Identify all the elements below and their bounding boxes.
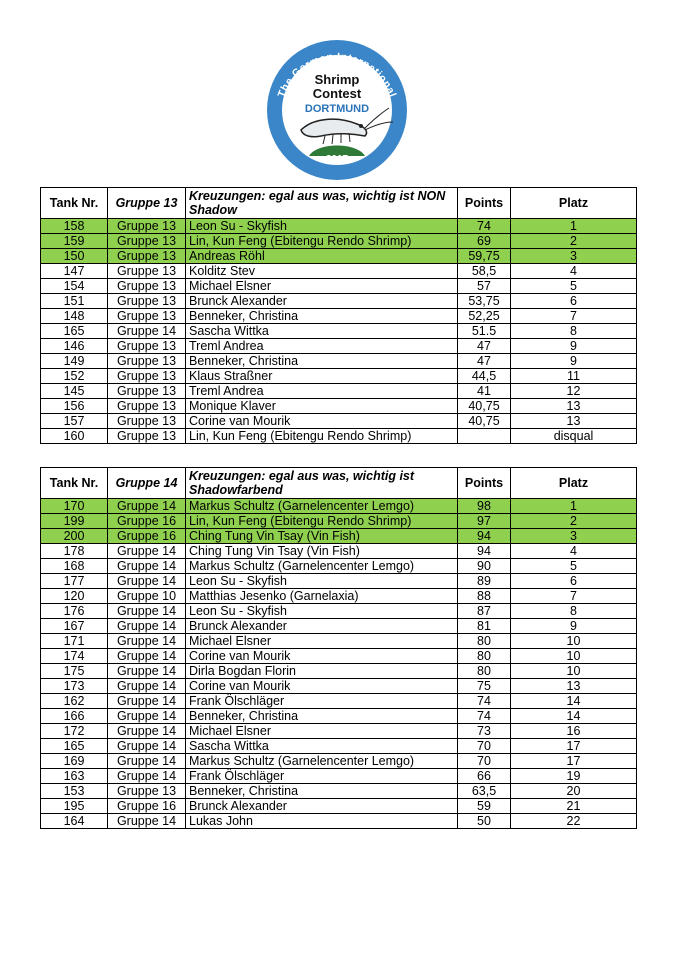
table-row	[41, 649, 637, 664]
cell-group: Gruppe 14	[108, 739, 186, 754]
logo-line1: Shrimp	[314, 72, 360, 87]
cell-group: Gruppe 13	[108, 399, 186, 414]
cell-points: 75	[458, 679, 511, 694]
results-table-1	[40, 187, 637, 444]
logo-year: 2017	[325, 154, 349, 165]
cell-place: 16	[511, 724, 637, 739]
cell-tank: 147	[41, 264, 108, 279]
table-row	[41, 309, 637, 324]
cell-points: 80	[458, 664, 511, 679]
cell-group: Gruppe 14	[108, 324, 186, 339]
table-row	[41, 694, 637, 709]
cell-group: Gruppe 13	[108, 354, 186, 369]
table-row	[41, 219, 637, 234]
cell-name: Ching Tung Vin Tsay (Vin Fish)	[186, 544, 458, 559]
cell-points: 80	[458, 634, 511, 649]
cell-tank: 171	[41, 634, 108, 649]
cell-name: Michael Elsner	[186, 724, 458, 739]
cell-tank: 151	[41, 294, 108, 309]
cell-points: 74	[458, 219, 511, 234]
cell-place: 10	[511, 634, 637, 649]
header-group: Gruppe 14	[108, 468, 186, 499]
cell-name: Corine van Mourik	[186, 679, 458, 694]
cell-tank: 157	[41, 414, 108, 429]
cell-points: 57	[458, 279, 511, 294]
cell-tank: 154	[41, 279, 108, 294]
cell-group: Gruppe 16	[108, 514, 186, 529]
cell-name: Benneker, Christina	[186, 784, 458, 799]
table-row	[41, 814, 637, 829]
cell-group: Gruppe 13	[108, 429, 186, 444]
cell-place: 13	[511, 399, 637, 414]
cell-tank: 145	[41, 384, 108, 399]
table-row	[41, 294, 637, 309]
cell-place: 2	[511, 514, 637, 529]
cell-name: Lin, Kun Feng (Ebitengu Rendo Shrimp)	[186, 234, 458, 249]
cell-tank: 148	[41, 309, 108, 324]
cell-name: Michael Elsner	[186, 279, 458, 294]
cell-points: 47	[458, 339, 511, 354]
cell-place: 5	[511, 279, 637, 294]
cell-points: 88	[458, 589, 511, 604]
cell-name: Dirla Bogdan Florin	[186, 664, 458, 679]
cell-tank: 199	[41, 514, 108, 529]
cell-group: Gruppe 13	[108, 264, 186, 279]
cell-group: Gruppe 13	[108, 234, 186, 249]
cell-name: Markus Schultz (Garnelencenter Lemgo)	[186, 559, 458, 574]
cell-place: disqual	[511, 429, 637, 444]
header-tank: Tank Nr.	[41, 188, 108, 219]
cell-name: Matthias Jesenko (Garnelaxia)	[186, 589, 458, 604]
cell-name: Brunck Alexander	[186, 619, 458, 634]
cell-tank: 170	[41, 499, 108, 514]
cell-tank: 160	[41, 429, 108, 444]
cell-tank: 200	[41, 529, 108, 544]
cell-points: 41	[458, 384, 511, 399]
logo-ring-text: The German International	[275, 50, 399, 100]
cell-points: 59,75	[458, 249, 511, 264]
cell-place: 17	[511, 754, 637, 769]
header-group: Gruppe 13	[108, 188, 186, 219]
cell-place: 13	[511, 414, 637, 429]
cell-name: Lin, Kun Feng (Ebitengu Rendo Shrimp)	[186, 429, 458, 444]
cell-points: 40,75	[458, 414, 511, 429]
cell-group: Gruppe 16	[108, 529, 186, 544]
cell-group: Gruppe 13	[108, 294, 186, 309]
cell-points: 66	[458, 769, 511, 784]
cell-tank: 164	[41, 814, 108, 829]
cell-group: Gruppe 14	[108, 574, 186, 589]
cell-tank: 167	[41, 619, 108, 634]
table-row	[41, 234, 637, 249]
cell-place: 7	[511, 589, 637, 604]
cell-group: Gruppe 14	[108, 724, 186, 739]
cell-group: Gruppe 14	[108, 694, 186, 709]
cell-points: 87	[458, 604, 511, 619]
cell-points: 74	[458, 709, 511, 724]
table-row	[41, 499, 637, 514]
logo-line2: Contest	[312, 86, 362, 101]
cell-points: 81	[458, 619, 511, 634]
logo-line3: DORTMUND	[304, 103, 370, 115]
cell-place: 8	[511, 324, 637, 339]
cell-tank: 176	[41, 604, 108, 619]
cell-name: Benneker, Christina	[186, 309, 458, 324]
cell-tank: 165	[41, 324, 108, 339]
cell-points: 94	[458, 544, 511, 559]
cell-tank: 150	[41, 249, 108, 264]
cell-points: 47	[458, 354, 511, 369]
cell-place: 9	[511, 619, 637, 634]
cell-tank: 162	[41, 694, 108, 709]
cell-points: 97	[458, 514, 511, 529]
table-row	[41, 529, 637, 544]
cell-tank: 174	[41, 649, 108, 664]
cell-points: 59	[458, 799, 511, 814]
cell-place: 1	[511, 219, 637, 234]
cell-place: 20	[511, 784, 637, 799]
contest-logo	[265, 38, 409, 182]
cell-tank: 149	[41, 354, 108, 369]
cell-group: Gruppe 14	[108, 649, 186, 664]
cell-place: 8	[511, 604, 637, 619]
cell-points: 44,5	[458, 369, 511, 384]
table-row	[41, 784, 637, 799]
cell-group: Gruppe 13	[108, 279, 186, 294]
cell-group: Gruppe 14	[108, 664, 186, 679]
table-row	[41, 604, 637, 619]
cell-tank: 195	[41, 799, 108, 814]
cell-group: Gruppe 13	[108, 414, 186, 429]
cell-place: 2	[511, 234, 637, 249]
cell-place: 11	[511, 369, 637, 384]
cell-place: 6	[511, 294, 637, 309]
cell-name: Benneker, Christina	[186, 354, 458, 369]
cell-tank: 146	[41, 339, 108, 354]
cell-tank: 153	[41, 784, 108, 799]
cell-name: Benneker, Christina	[186, 709, 458, 724]
cell-tank: 169	[41, 754, 108, 769]
cell-place: 7	[511, 309, 637, 324]
cell-tank: 173	[41, 679, 108, 694]
table-row	[41, 324, 637, 339]
cell-tank: 156	[41, 399, 108, 414]
cell-tank: 166	[41, 709, 108, 724]
cell-place: 3	[511, 249, 637, 264]
cell-tank: 163	[41, 769, 108, 784]
cell-place: 6	[511, 574, 637, 589]
cell-points: 52,25	[458, 309, 511, 324]
table-row	[41, 739, 637, 754]
cell-points: 74	[458, 694, 511, 709]
cell-points: 90	[458, 559, 511, 574]
cell-group: Gruppe 13	[108, 339, 186, 354]
results-table-2	[40, 467, 637, 829]
cell-tank: 152	[41, 369, 108, 384]
table-row	[41, 354, 637, 369]
cell-tank: 172	[41, 724, 108, 739]
cell-group: Gruppe 10	[108, 589, 186, 604]
table-row	[41, 369, 637, 384]
header-category: Kreuzungen: egal aus was, wichtig ist NON Shadow	[186, 188, 458, 219]
cell-points: 73	[458, 724, 511, 739]
cell-place: 10	[511, 649, 637, 664]
cell-group: Gruppe 14	[108, 604, 186, 619]
cell-tank: 120	[41, 589, 108, 604]
table-row	[41, 249, 637, 264]
cell-points: 70	[458, 754, 511, 769]
table-row	[41, 619, 637, 634]
cell-tank: 168	[41, 559, 108, 574]
cell-name: Leon Su - Skyfish	[186, 574, 458, 589]
table-row	[41, 399, 637, 414]
table-row	[41, 559, 637, 574]
cell-points: 51.5	[458, 324, 511, 339]
cell-name: Sascha Wittka	[186, 324, 458, 339]
cell-name: Sascha Wittka	[186, 739, 458, 754]
cell-name: Ching Tung Vin Tsay (Vin Fish)	[186, 529, 458, 544]
header-place: Platz	[511, 188, 637, 219]
cell-name: Frank Ölschläger	[186, 694, 458, 709]
cell-place: 5	[511, 559, 637, 574]
cell-points: 94	[458, 529, 511, 544]
cell-group: Gruppe 14	[108, 814, 186, 829]
cell-tank: 158	[41, 219, 108, 234]
cell-points: 50	[458, 814, 511, 829]
cell-group: Gruppe 14	[108, 619, 186, 634]
cell-name: Markus Schultz (Garnelencenter Lemgo)	[186, 499, 458, 514]
cell-name: Monique Klaver	[186, 399, 458, 414]
cell-group: Gruppe 13	[108, 309, 186, 324]
cell-group: Gruppe 14	[108, 544, 186, 559]
cell-group: Gruppe 14	[108, 634, 186, 649]
table-row	[41, 384, 637, 399]
table-row	[41, 769, 637, 784]
cell-points: 89	[458, 574, 511, 589]
cell-tank: 177	[41, 574, 108, 589]
cell-name: Kolditz Stev	[186, 264, 458, 279]
cell-points: 80	[458, 649, 511, 664]
cell-group: Gruppe 14	[108, 709, 186, 724]
cell-name: Frank Ölschläger	[186, 769, 458, 784]
cell-name: Andreas Röhl	[186, 249, 458, 264]
table-row	[41, 589, 637, 604]
cell-group: Gruppe 14	[108, 499, 186, 514]
cell-name: Brunck Alexander	[186, 294, 458, 309]
cell-place: 14	[511, 709, 637, 724]
cell-name: Lin, Kun Feng (Ebitengu Rendo Shrimp)	[186, 514, 458, 529]
cell-group: Gruppe 16	[108, 799, 186, 814]
cell-place: 22	[511, 814, 637, 829]
cell-group: Gruppe 14	[108, 769, 186, 784]
cell-place: 17	[511, 739, 637, 754]
table-row	[41, 264, 637, 279]
cell-group: Gruppe 13	[108, 219, 186, 234]
cell-name: Leon Su - Skyfish	[186, 219, 458, 234]
cell-place: 13	[511, 679, 637, 694]
cell-place: 10	[511, 664, 637, 679]
cell-name: Lukas John	[186, 814, 458, 829]
cell-points: 69	[458, 234, 511, 249]
table-row	[41, 339, 637, 354]
table-row	[41, 634, 637, 649]
cell-name: Corine van Mourik	[186, 649, 458, 664]
cell-name: Corine van Mourik	[186, 414, 458, 429]
table-row	[41, 414, 637, 429]
header-points: Points	[458, 188, 511, 219]
header-category: Kreuzungen: egal aus was, wichtig ist Shadowfarbend	[186, 468, 458, 499]
header-points: Points	[458, 468, 511, 499]
cell-name: Leon Su - Skyfish	[186, 604, 458, 619]
table-row	[41, 574, 637, 589]
table-row	[41, 724, 637, 739]
table-row	[41, 799, 637, 814]
cell-tank: 178	[41, 544, 108, 559]
cell-group: Gruppe 13	[108, 784, 186, 799]
cell-name: Markus Schultz (Garnelencenter Lemgo)	[186, 754, 458, 769]
cell-place: 4	[511, 264, 637, 279]
cell-place: 9	[511, 354, 637, 369]
cell-place: 14	[511, 694, 637, 709]
table-row	[41, 279, 637, 294]
cell-group: Gruppe 14	[108, 559, 186, 574]
table-row	[41, 754, 637, 769]
cell-name: Klaus Straßner	[186, 369, 458, 384]
cell-points: 58,5	[458, 264, 511, 279]
cell-place: 4	[511, 544, 637, 559]
header-tank: Tank Nr.	[41, 468, 108, 499]
cell-points: 98	[458, 499, 511, 514]
table-row	[41, 514, 637, 529]
cell-points: 53,75	[458, 294, 511, 309]
cell-group: Gruppe 14	[108, 679, 186, 694]
cell-name: Treml Andrea	[186, 384, 458, 399]
cell-place: 21	[511, 799, 637, 814]
table-row	[41, 679, 637, 694]
cell-group: Gruppe 13	[108, 249, 186, 264]
cell-name: Treml Andrea	[186, 339, 458, 354]
cell-place: 3	[511, 529, 637, 544]
cell-tank: 175	[41, 664, 108, 679]
table-header	[41, 468, 637, 499]
cell-points: 70	[458, 739, 511, 754]
cell-points: 40,75	[458, 399, 511, 414]
cell-group: Gruppe 13	[108, 369, 186, 384]
cell-points	[458, 429, 511, 444]
table-row	[41, 664, 637, 679]
cell-tank: 165	[41, 739, 108, 754]
cell-group: Gruppe 13	[108, 384, 186, 399]
cell-group: Gruppe 14	[108, 754, 186, 769]
table-row	[41, 544, 637, 559]
table-row	[41, 709, 637, 724]
table-row	[41, 429, 637, 444]
table-header	[41, 188, 637, 219]
cell-name: Michael Elsner	[186, 634, 458, 649]
cell-place: 19	[511, 769, 637, 784]
cell-place: 12	[511, 384, 637, 399]
cell-place: 9	[511, 339, 637, 354]
cell-points: 63,5	[458, 784, 511, 799]
cell-tank: 159	[41, 234, 108, 249]
header-place: Platz	[511, 468, 637, 499]
cell-name: Brunck Alexander	[186, 799, 458, 814]
cell-place: 1	[511, 499, 637, 514]
